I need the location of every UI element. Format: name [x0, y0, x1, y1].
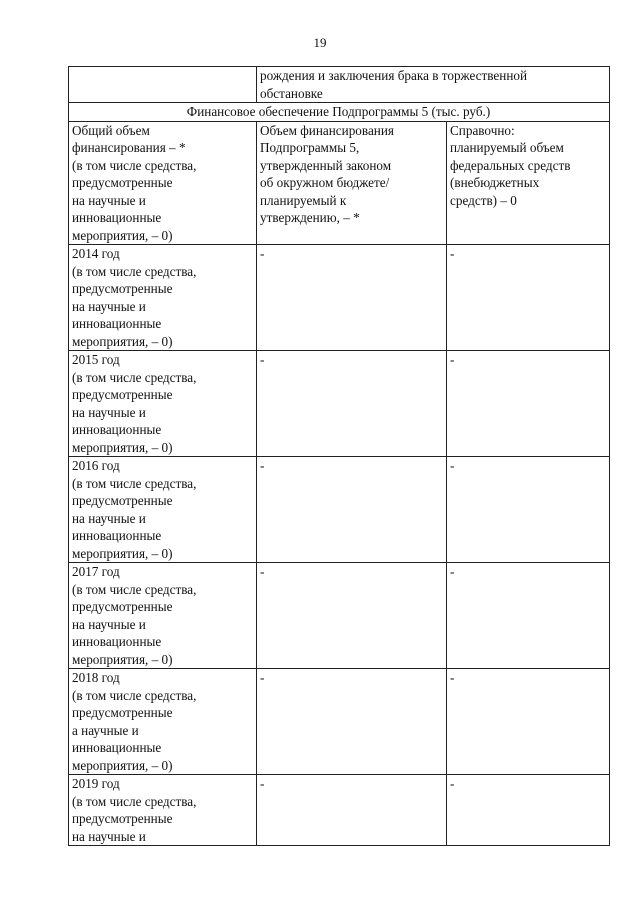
year-cell	[69, 563, 257, 669]
text-line: Объем финансирования	[260, 122, 394, 138]
text-line: мероприятия, – 0)	[72, 651, 173, 667]
text-line: предусмотренные	[72, 493, 173, 508]
text-line: 2014 год	[72, 246, 120, 261]
text-line: средств) – 0	[450, 192, 517, 208]
text-line: предусмотренные	[72, 175, 173, 190]
text-line: (в том числе средства,	[72, 581, 197, 597]
text-line: инновационные	[72, 740, 162, 755]
text-line: (внебюджетных	[450, 175, 540, 190]
subprogram-value: -	[257, 669, 447, 775]
section-title-row	[69, 103, 610, 122]
text-line: обстановке	[260, 85, 323, 101]
text-line: планируемый к	[260, 192, 347, 208]
text-line: инновационные	[72, 422, 162, 437]
text-line: инновационные	[72, 634, 162, 649]
page-number: 19	[313, 35, 327, 50]
text-line: об окружном бюджете/	[260, 175, 390, 190]
text-line: на научные и	[72, 192, 146, 208]
text-line: планируемый объем	[450, 140, 564, 155]
text-line: 2018 год	[72, 670, 120, 685]
text-line: на научные и	[72, 510, 146, 526]
section-title: Финансовое обеспечение Подпрограммы 5 (тыс. руб.)	[69, 103, 610, 122]
federal-value: -	[447, 351, 610, 457]
year-row	[69, 245, 610, 351]
year-row	[69, 351, 610, 457]
empty-cell	[69, 67, 257, 103]
text-line: на научные и	[72, 828, 146, 844]
text-line: 2015 год	[72, 352, 120, 367]
text-line: на научные и	[72, 616, 146, 632]
year-cell	[69, 457, 257, 563]
year-row	[69, 563, 610, 669]
federal-value: -	[447, 457, 610, 563]
text-line: 2019 год	[72, 776, 120, 791]
text-line: 2016 год	[72, 458, 120, 473]
year-row	[69, 775, 610, 846]
federal-value: -	[447, 775, 610, 846]
text-line: (в том числе средства,	[72, 263, 197, 279]
text-line: мероприятия, – 0)	[72, 439, 173, 455]
financing-table	[68, 66, 610, 846]
text-line: предусмотренные	[72, 387, 173, 402]
text-line: (в том числе средства,	[72, 475, 197, 491]
year-row	[69, 457, 610, 563]
top-continuation-row	[69, 67, 610, 103]
ceremony-text-cell	[257, 67, 610, 103]
text-line: предусмотренные	[72, 811, 173, 826]
federal-value: -	[447, 563, 610, 669]
text-line: а научные и	[72, 722, 139, 738]
text-line: мероприятия, – 0)	[72, 333, 173, 349]
federal-value: -	[447, 245, 610, 351]
text-line: мероприятия, – 0)	[72, 757, 173, 773]
text-line: (в том числе средства,	[72, 687, 197, 703]
header-federal-funding	[447, 121, 610, 245]
text-line: инновационные	[72, 528, 162, 543]
header-subprogram-funding	[257, 121, 447, 245]
text-line: мероприятия, – 0)	[72, 545, 173, 561]
text-line: утвержденный законом	[260, 157, 392, 173]
header-row	[69, 121, 610, 245]
subprogram-value: -	[257, 563, 447, 669]
text-line: (в том числе средства,	[72, 793, 197, 809]
subprogram-value: -	[257, 245, 447, 351]
year-cell	[69, 669, 257, 775]
subprogram-value: -	[257, 457, 447, 563]
text-line: на научные и	[72, 298, 146, 314]
text-line: Справочно:	[450, 122, 515, 138]
text-line: (в том числе средства,	[72, 157, 197, 173]
text-line: инновационные	[72, 210, 162, 225]
text-line: федеральных средств	[450, 157, 571, 173]
year-cell	[69, 775, 257, 846]
text-line: утверждению, – *	[260, 210, 360, 225]
text-line: предусмотренные	[72, 281, 173, 296]
text-line: предусмотренные	[72, 599, 173, 614]
text-line: инновационные	[72, 316, 162, 331]
federal-value: -	[447, 669, 610, 775]
text-line: на научные и	[72, 404, 146, 420]
text-line: рождения и заключения брака в торжественной	[260, 68, 528, 83]
text-line: Подпрограммы 5,	[260, 140, 360, 155]
subprogram-value: -	[257, 775, 447, 846]
subprogram-value: -	[257, 351, 447, 457]
year-cell	[69, 245, 257, 351]
text-line: Общий объем	[72, 122, 150, 138]
text-line: мероприятия, – 0)	[72, 227, 173, 243]
year-row	[69, 669, 610, 775]
text-line: финансирования – *	[72, 140, 186, 155]
header-total-funding	[69, 121, 257, 245]
text-line: предусмотренные	[72, 705, 173, 720]
year-cell	[69, 351, 257, 457]
text-line: (в том числе средства,	[72, 369, 197, 385]
text-line: 2017 год	[72, 564, 120, 579]
